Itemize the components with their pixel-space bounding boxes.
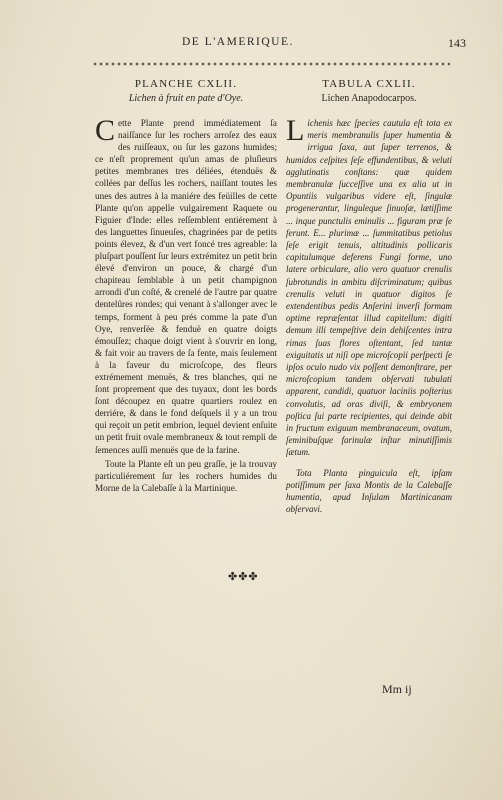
latin-column: [286, 78, 452, 516]
ornamental-border: [92, 60, 450, 68]
drop-cap: L: [286, 114, 305, 147]
description-paragraph: [286, 114, 452, 459]
habitat-paragraph: Tota Planta pinguicula eſt, ipſam potiſſimum per ſaxa Montis de la Calebaſſe humentia, apud Inſulam Martinicanam obſervavi.: [286, 467, 452, 515]
page-number: 143: [448, 36, 466, 50]
drop-cap: C: [95, 114, 116, 147]
paragraph-text: ette Plante prend immédiatement ſa naiſſance ſur les rochers arroſez des eaux des ruiſſeaux, ou ſur les gazons humides; ce n'eſt proprement qu'un amas de pluſieurs petites membranes tres déliées, étenduës & collées par deſſus les rochers, naiſſant toutes les unes des autres à la maniére des feüilles de cette Plante qu'on appelle vulgairement Raquete ou Figuier d'Inde: elles reſſemblent entiérement à des languettes ſinueuſes, chagrinées par de petits points élevez, & d'un vert foncé tres agreable: la pluſpart pouſſent ſur leurs extrémitez un petit brin élevé d'environ un pouce, & chargé d'un chapiteau ſemblable à un petit champignon arrondi d'un coſté, & crenelé de l'autre par quatre dentelûres rondes; qui venant à s'allonger avec le temps, forment à peu prés comme la pate d'un Oye, renverſée & fenduë en quatre doigts émouſſez; chaque doigt vient à s'ouvrir en long, & fait voir au travers de ſa fente, mais ſeulement à la faveur du microſcope, des fleurs extrémement menuës, & tres blanches, qui ne ſont proprement que des tuyaux, dont les bords ſont découpez en quatre quartiers roulez en derriére, & dans le fond deſquels il y a un trou qui reçoit un petit embrion, lequel devient enſuite un petit fruit ovale membraneux & tout rempli de ſemences auſſi menuës que de la farine.: [95, 118, 277, 455]
french-column: [95, 78, 277, 494]
signature-mark: Mm ij: [382, 682, 412, 696]
plate-subtitle: Lichen Anapodocarpos.: [321, 93, 417, 104]
plate-title: TABULA CXLII.: [322, 78, 416, 90]
habitat-paragraph: Toute la Plante eſt un peu graſſe, je la trouvay particuliérement ſur les rochers humides du Morne de la Calebaſſe à la Martinique.: [95, 458, 277, 493]
description-paragraph: [95, 114, 277, 456]
page-header: [0, 36, 503, 56]
plate-subtitle: Lichen à fruit en pate d'Oye.: [128, 93, 244, 104]
paragraph-text: ichenis hæc ſpecies cautula eſt tota ex meris membranulis ſuper humentia & irrigua ſaxa, aut ſuper terrenos, & humidos ceſpites ſeſe effundentibus, & veluti agglutinatis conſtans: quæ quidem membranulæ ſucceſſive una ex alia ut in Opuntiis vulgaribus videre eſt, ſingulæ progenerantur, linguleque ſinuoſæ, lætiſſime ... inque punctulis eminulis ... figuram præ ſe ferunt. E... plurimæ ... ſummitatibus petiolus ſeſe erigit tenuis, altitudinis pollicaris capitulumque deferens Fungi forme, uno latere orbiculare, alio vero quatuor crenulis ſubrotundis in ambitu diſcriminatum; quibus crenulis veluti in quatuor digitos ſe extendentibus pedis Anſerini inverſi formam optime repræſentat illud capitellum: digiti demum illi tempeſtive dein dehiſcentes intra rimas ſuas flores oſtentant, ſed tantæ exiguitatis ut niſi ope microſcopii perſpecti ſe ipſos oculo nudo vix poſſent demonſtrare, per microſcopium tandem obſervati tubulati apparent, candidi, quatuor laciniis poſterius convolutis, ad oras diviſi, & embryonem poſtica ſui parte recipientes, qui deinde abit in fructum exiguum membranaceum, ovatum, ſeminibuſque farinulæ inſtar minutiſſimis ſætum.: [286, 118, 452, 458]
fleuron-ornament: ✤✤✤: [228, 570, 259, 583]
plate-title: PLANCHE CXLII.: [134, 78, 238, 90]
running-head: DE L'AMERIQUE.: [182, 36, 294, 48]
